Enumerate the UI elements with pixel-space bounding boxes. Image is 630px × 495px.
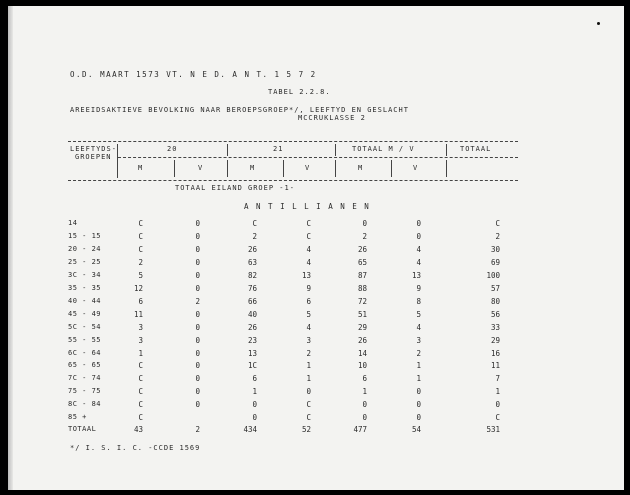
header-separator [227, 160, 228, 177]
table-row-cell: 13 [301, 271, 311, 280]
header-separator [117, 144, 118, 178]
table-row-cell: 0 [195, 323, 200, 332]
header-separator [335, 144, 336, 156]
total-row-cell: 52 [301, 425, 311, 434]
col-header-m: M [358, 164, 364, 172]
total-row-cell: 54 [411, 425, 421, 434]
col-header-total-mv: TOTAAL M / V [352, 145, 415, 153]
table-row-cell: C [138, 361, 143, 370]
table-row-cell: 9 [306, 284, 311, 293]
table-row-cell: 23 [247, 336, 257, 345]
table-row-cell: 1 [416, 361, 421, 370]
table-row-cell: 6 [306, 297, 311, 306]
table-row-cell: 8 [416, 297, 421, 306]
col-header-v: V [413, 164, 419, 172]
table-row-cell: 30 [490, 245, 500, 254]
table-row-cell: 26 [247, 323, 257, 332]
table-row-cell: 0 [416, 387, 421, 396]
binding-shadow [8, 6, 13, 490]
table-row-cell: 57 [490, 284, 500, 293]
table-row-cell: 100 [486, 271, 500, 280]
table-row-cell: 29 [357, 323, 367, 332]
table-row-cell: 5 [416, 310, 421, 319]
table-row-cell: C [495, 219, 500, 228]
header-separator [391, 160, 392, 177]
table-row-cell: 2 [252, 232, 257, 241]
table-row-cell: 56 [490, 310, 500, 319]
table-row-label: 14 [68, 219, 78, 227]
table-row-cell: 12 [133, 284, 143, 293]
table-row-cell: 26 [357, 336, 367, 345]
col-header-age-2: GROEPEN [75, 153, 112, 161]
total-row-cell: 531 [486, 425, 500, 434]
table-row-label: 20 - 24 [68, 245, 102, 253]
table-row-cell: 1 [252, 387, 257, 396]
table-row-cell: 1 [495, 387, 500, 396]
table-row-cell: 0 [195, 336, 200, 345]
table-row-cell: 66 [247, 297, 257, 306]
footnote: */ I. S. I. C. -CCDE 1569 [70, 444, 201, 452]
table-row-cell: C [306, 232, 311, 241]
table-row-cell: 11 [133, 310, 143, 319]
table-row-cell: 13 [247, 349, 257, 358]
table-row-cell: 0 [195, 400, 200, 409]
table-row-label: 55 - 55 [68, 336, 102, 344]
table-row-cell: 1 [138, 349, 143, 358]
table-row-cell: 7 [495, 374, 500, 383]
col-header-group-20: 20 [167, 145, 178, 153]
table-row-label: 85 + [68, 413, 87, 421]
table-row-cell: C [138, 219, 143, 228]
total-row-cell: 2 [195, 425, 200, 434]
table-row-cell: 88 [357, 284, 367, 293]
table-row-cell: 0 [416, 219, 421, 228]
table-row-label: 8C - 84 [68, 400, 102, 408]
speck [597, 22, 600, 25]
table-row-cell: 4 [306, 323, 311, 332]
table-row-cell: 0 [416, 400, 421, 409]
total-row-cell: 43 [133, 425, 143, 434]
table-row-cell: 29 [490, 336, 500, 345]
table-row-cell: C [306, 219, 311, 228]
table-row-label: 25 - 25 [68, 258, 102, 266]
table-row-cell: 16 [490, 349, 500, 358]
table-row-cell: 10 [357, 361, 367, 370]
total-row-label: TOTAAL [68, 425, 97, 433]
table-row-cell: C [252, 219, 257, 228]
table-row-cell: C [138, 232, 143, 241]
table-row-cell: 0 [195, 374, 200, 383]
table-row-cell: C [306, 413, 311, 422]
table-row-cell: 0 [195, 387, 200, 396]
table-row-cell: 0 [195, 284, 200, 293]
table-row-cell: 0 [195, 271, 200, 280]
table-row-cell: 4 [306, 258, 311, 267]
col-header-v: V [198, 164, 204, 172]
total-row-cell: 434 [243, 425, 257, 434]
table-row-cell: 0 [495, 400, 500, 409]
table-row-label: 35 - 35 [68, 284, 102, 292]
table-row-cell: 0 [195, 310, 200, 319]
table-row-cell: 4 [416, 323, 421, 332]
table-row-cell: 26 [247, 245, 257, 254]
table-row-cell: 6 [138, 297, 143, 306]
table-row-cell: 51 [357, 310, 367, 319]
table-row-label: 7C - 74 [68, 374, 102, 382]
col-header-m: M [138, 164, 144, 172]
table-row-cell: 69 [490, 258, 500, 267]
table-row-cell: 1 [362, 387, 367, 396]
table-row-cell: 26 [357, 245, 367, 254]
table-row-label: 65 - 65 [68, 361, 102, 369]
table-row-cell: 1 [306, 361, 311, 370]
header-separator [446, 160, 447, 177]
table-row-cell: 9 [416, 284, 421, 293]
table-row-cell: C [138, 413, 143, 422]
total-row-cell: 477 [353, 425, 367, 434]
table-row-label: 45 - 49 [68, 310, 102, 318]
table-row-cell: 4 [416, 258, 421, 267]
header-separator [335, 160, 336, 177]
table-row-cell: 72 [357, 297, 367, 306]
table-row-cell: 11 [490, 361, 500, 370]
col-header-age: LEEFTYDS- [70, 145, 117, 153]
table-row-cell: C [138, 387, 143, 396]
table-row-cell: 0 [362, 219, 367, 228]
table-row-cell: 2 [195, 297, 200, 306]
table-row-cell: 65 [357, 258, 367, 267]
table-row-cell: 0 [195, 219, 200, 228]
table-row-cell: 0 [416, 232, 421, 241]
table-row-cell: 87 [357, 271, 367, 280]
table-row-cell: 3 [416, 336, 421, 345]
table-row-cell: 33 [490, 323, 500, 332]
table-row-cell: 0 [195, 361, 200, 370]
table-row-cell: 2 [138, 258, 143, 267]
table-row-cell: 0 [306, 387, 311, 396]
table-row-cell: 13 [411, 271, 421, 280]
table-row-cell: 0 [252, 400, 257, 409]
table-subtitle-class: MCCRUKLASSE 2 [298, 114, 366, 122]
table-id: TABEL 2.2.8. [268, 88, 331, 96]
header-separator [227, 144, 228, 156]
table-row-cell: 82 [247, 271, 257, 280]
table-row-label: 3C - 34 [68, 271, 102, 279]
table-row-cell: 0 [195, 258, 200, 267]
table-row-cell: 2 [495, 232, 500, 241]
header-rule-bottom [68, 180, 518, 181]
section-name: A N T I L L I A N E N [244, 202, 371, 211]
table-row-cell: C [138, 374, 143, 383]
header-separator [174, 160, 175, 177]
table-row-cell: 5 [138, 271, 143, 280]
table-subtitle: AREEIDSAKTIEVE BEVOLKING NAAR BEROEPSGROEP*/, LEEFTYD EN GESLACHT [70, 106, 409, 114]
header-separator [446, 144, 447, 156]
table-row-cell: 4 [306, 245, 311, 254]
table-row-cell: 80 [490, 297, 500, 306]
table-row-label: 6C - 64 [68, 349, 102, 357]
table-row-cell: 6 [362, 374, 367, 383]
table-row-cell: 0 [362, 400, 367, 409]
table-row-cell: 1 [306, 374, 311, 383]
col-header-group-21: 21 [273, 145, 284, 153]
table-row-cell: 2 [306, 349, 311, 358]
header-separator [283, 160, 284, 177]
table-row-cell: 0 [416, 413, 421, 422]
table-row-label: 40 - 44 [68, 297, 102, 305]
table-row-label: 5C - 54 [68, 323, 102, 331]
table-row-cell: 76 [247, 284, 257, 293]
table-row-cell: C [138, 400, 143, 409]
table-row-cell: 3 [138, 336, 143, 345]
header-rule-top [68, 141, 518, 142]
table-row-cell: 0 [195, 245, 200, 254]
table-row-cell: 3 [306, 336, 311, 345]
table-row-cell: 2 [362, 232, 367, 241]
table-row-cell: 4 [416, 245, 421, 254]
table-row-cell: 1C [247, 361, 257, 370]
table-row-cell: C [138, 245, 143, 254]
table-row-cell: 2 [416, 349, 421, 358]
table-row-cell: 1 [416, 374, 421, 383]
col-header-v: V [305, 164, 311, 172]
header-rule-mid [118, 157, 518, 158]
table-row-cell: 0 [252, 413, 257, 422]
section-subtitle: TOTAAL EILAND GROEP -1- [175, 184, 295, 192]
table-row-cell: 0 [362, 413, 367, 422]
table-row-label: 75 - 75 [68, 387, 102, 395]
table-row-cell: 14 [357, 349, 367, 358]
col-header-m: M [250, 164, 256, 172]
col-header-total: TOTAAL [460, 145, 492, 153]
report-header-line: O.D. MAART 1573 VT. N E D. A N T. 1 5 7 2 [70, 70, 317, 79]
table-row-cell: 5 [306, 310, 311, 319]
table-row-cell: 3 [138, 323, 143, 332]
table-row-cell: 6 [252, 374, 257, 383]
table-row-cell: 63 [247, 258, 257, 267]
table-row-cell: 0 [195, 349, 200, 358]
table-row-cell: 40 [247, 310, 257, 319]
table-row-cell: 0 [195, 232, 200, 241]
table-row-cell: C [495, 413, 500, 422]
table-row-cell: C [306, 400, 311, 409]
table-row-label: 15 - 15 [68, 232, 102, 240]
